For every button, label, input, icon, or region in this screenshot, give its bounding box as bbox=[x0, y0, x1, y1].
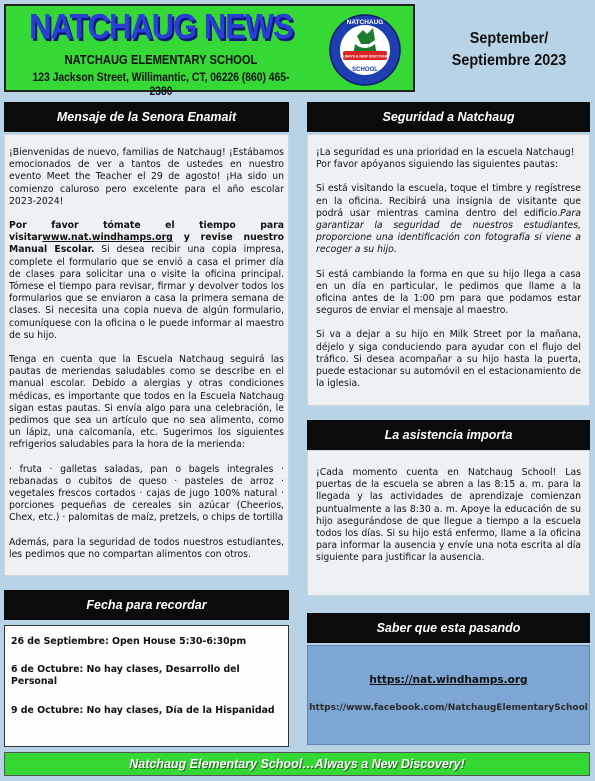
school-seal-logo bbox=[329, 14, 401, 86]
masthead-banner bbox=[4, 4, 415, 98]
dates-panel bbox=[4, 625, 289, 747]
mensaje-bold-handbook: y revise nuestro Manual Escolar. bbox=[9, 232, 284, 256]
asistencia-paragraph: ¡Cada momento cuenta en Natchaug School! Las puertas de la escuela se abren a las 8:15 a. m. para la llegada y las actividades de aprendizaje comienzan puntualmente a las 8:30 a. m. Apoye la educación de su hijo asegurándose de que llegue a tiempo a la escuela todos los días. Si su hijo está enfermo, llame a la oficina para informar la ausencia y envíe una nota escrita al día siguiente para justificar la ausencia. bbox=[316, 467, 581, 564]
seguridad-paragraph-4: Si va a dejar a su hijo en Milk Street por la mañana, déjelo y siga conduciendo para ayudar con el flujo del tráfico. Si desea acompañar a su hijo hasta la puerta, puede estacionar su automóvil en el estacionamiento de la iglesia. bbox=[316, 329, 581, 390]
section-header-seguridad: Seguridad a Natchaug bbox=[307, 102, 590, 132]
footer-banner: Natchaug Elementary School…Always a New Discovery! bbox=[4, 752, 590, 776]
mensaje-bold-intro: Por favor tómate el tiempo para visitar bbox=[9, 220, 284, 244]
date-item: 9 de Octubre: No hay clases, Día de la Hispanidad bbox=[11, 704, 275, 716]
website-link[interactable]: https://nat.windhamps.org bbox=[369, 674, 528, 686]
asistencia-panel bbox=[307, 450, 590, 596]
seguridad-id-note: Para garantizar la seguridad de nuestros estudiantes, proporcione una identificación con fotografía si viene a recoger a su hijo. bbox=[316, 207, 581, 256]
links-panel bbox=[307, 645, 590, 745]
mensaje-paragraph-5: Además, para la seguridad de todos nuestros estudiantes, les pedimos que no compartan alimentos con otros. bbox=[9, 536, 284, 560]
section-header-saber: Saber que esta pasando bbox=[307, 613, 590, 643]
mensaje-paragraph-1: ¡Bienvenidas de nuevo, familias de Natchaug! ¡Estábamos emocionados de ver a tantos de ustedes en nuestro evento Meet the Teacher el 29 de agosto! ¡Ha sido un comienzo caluroso pero excelente para el año escolar 2023-2024! bbox=[9, 147, 284, 207]
section-header-asistencia: La asistencia importa bbox=[307, 420, 590, 450]
seguridad-visitor-text: Si está visitando la escuela, toque el timbre y regístrese en la oficina. Recibirá una insignia de visitante que podrá usar mientras camina dentro del edificio. bbox=[316, 183, 581, 219]
school-name: NATCHAUG ELEMENTARY SCHOOL bbox=[64, 52, 258, 67]
school-website-link[interactable]: www.nat.windhamps.org bbox=[42, 232, 173, 244]
mensaje-paragraph-2-rest: Si desea recibir una copia impresa, complete el formulario que se envió a casa el primer día de clases para solicitar una o visite la oficina principal. Tómese el tiempo para revisar, firmar y devolver todos los formularios que se enviaron a casa la primera semana de clases. Si necesita una copia nueva de algún formulario, comuníquese con la oficina o le puede informar al maestro de su hijo. bbox=[9, 244, 284, 341]
snack-list: · fruta · galletas saladas, pan o bagels integrales · rebanadas o cubitos de queso · pasteles de arroz · vegetales frescos cortados · cajas de jugo 100% natural · porciones pequeñas de cereales sin azúcar (Cheerios, Chex, etc.) · palomitas de maíz, pretzels, o chips de tortilla bbox=[9, 463, 284, 524]
section-header-mensaje: Mensaje de la Senora Enamait bbox=[4, 102, 289, 132]
mensaje-paragraph-3: Tenga en cuenta que la Escuela Natchaug seguirá las pautas de meriendas saludables como se describe en el manual escolar. Debido a alergias y otras condiciones médicas, es importante que todos en la Escuela Natchaug sigan estas pautas. Si envía algo para una celebración, le pedimos que sea un artículo que no sea alimento, como un lápiz, una calcomanía, etc. Sugerimos los siguientes refrigerios saludables para la hora de la merienda: bbox=[9, 354, 284, 451]
issue-date-line2: Septiembre 2023 bbox=[451, 52, 567, 69]
mensaje-paragraph-2 bbox=[9, 220, 284, 342]
seal-top-text: NATCHAUG bbox=[346, 19, 384, 26]
seal-ribbon-text: ALWAYS A NEW DISCOVERY bbox=[340, 54, 390, 59]
seguridad-paragraph-2 bbox=[316, 183, 581, 256]
date-item: 26 de Septiembre: Open House 5:30-6:30pm bbox=[11, 636, 247, 647]
seguridad-paragraph-1: ¡La seguridad es una prioridad en la escuela Natchaug! Por favor apóyanos siguiendo las siguientes pautas: bbox=[316, 147, 575, 171]
date-item: 6 de Octubre: No hay clases, Desarrollo del Personal bbox=[11, 664, 240, 688]
issue-date-line1: September/ bbox=[469, 30, 549, 47]
section-header-fechas: Fecha para recordar bbox=[4, 590, 289, 620]
school-address: 123 Jackson Street, Willimantic, CT, 06226 (860) 465-2380 bbox=[32, 70, 290, 98]
seguridad-panel bbox=[307, 134, 590, 406]
mensaje-panel bbox=[4, 134, 289, 576]
seguridad-paragraph-3: Si está cambiando la forma en que su hijo llega a casa en un día en particular, le pedimos que llame a la oficina antes de la 1:00 pm para que podamos estar seguros de enviar el mensaje al maestro. bbox=[316, 268, 581, 317]
facebook-link[interactable]: https://www.facebook.com/NatchaugElementarySchool bbox=[309, 703, 588, 713]
newsletter-title: NATCHAUG NEWS bbox=[29, 6, 293, 47]
seal-bottom-text: SCHOOL bbox=[352, 67, 378, 73]
